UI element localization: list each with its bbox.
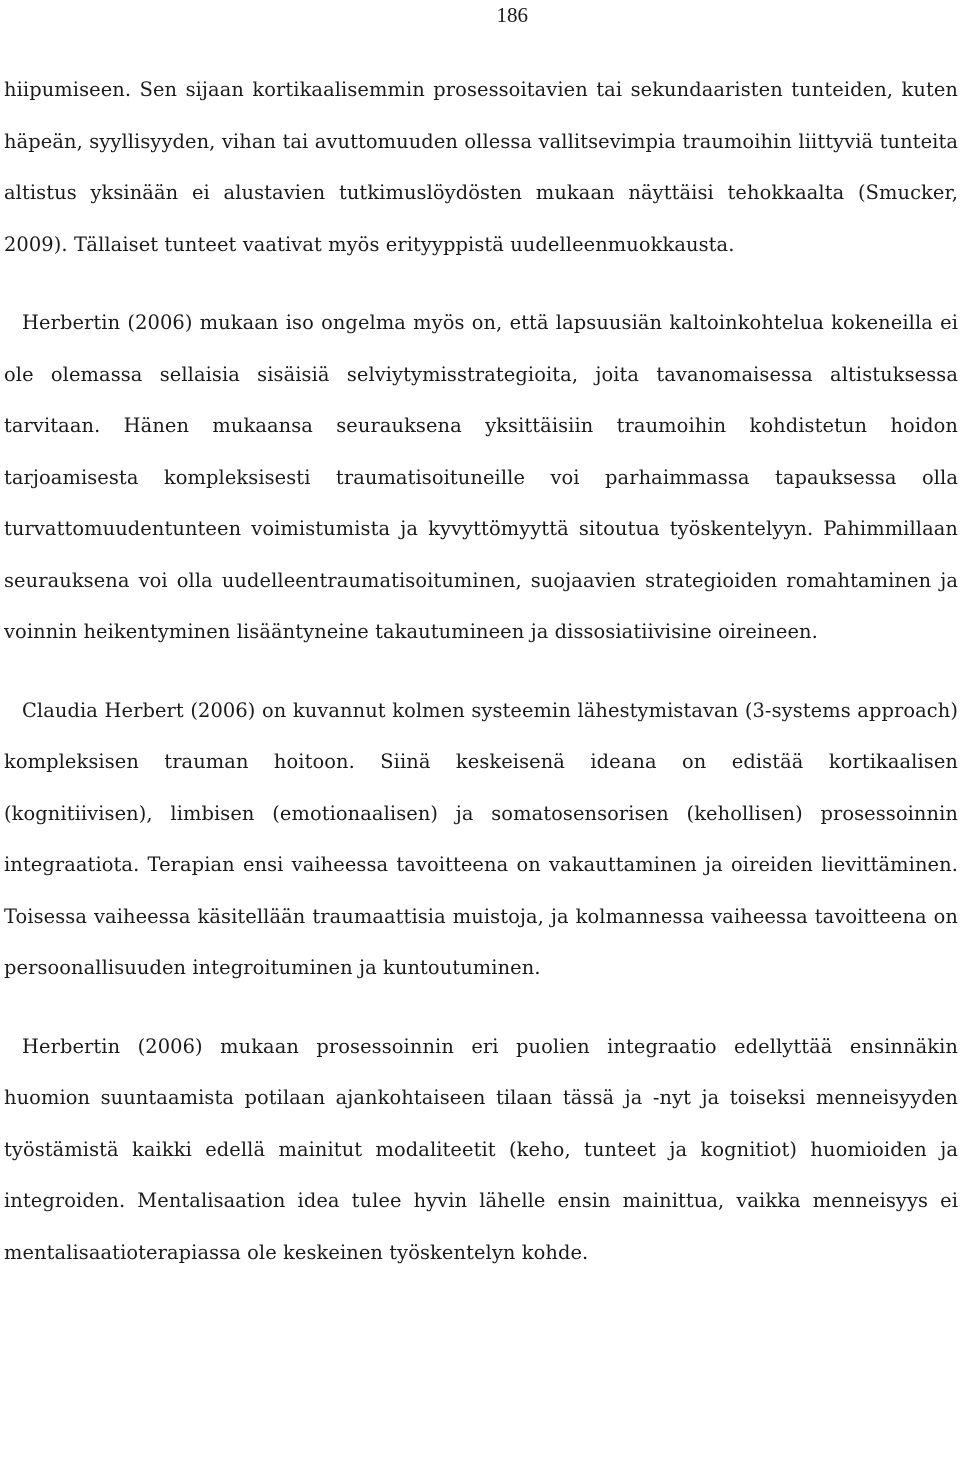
paragraph-claudia-herbert: Claudia Herbert (2006) on kuvannut kolmen systeemin lähestymistavan (3-systems approach) kompleksisen trauman hoitoon. Siinä keskeisenä ideana on edistää kortikaalisen (kognitiivisen), limbisen (emotionaalisen) ja somatosensorisen (kehollisen) prosessoinnin integraatiota. Terapian ensi vaiheessa tavoitteena on vakauttaminen ja oireiden lievittäminen. Toisessa vaiheessa käsitellään traumaattisia muistoja, ja kolmannessa vaiheessa tavoitteena on persoonallisuuden integroituminen ja kuntoutuminen. (4, 698, 958, 979)
paragraph-continuation: hiipumiseen. Sen sijaan kortikaalisemmin prosessoitavien tai sekundaaristen tunteiden, kuten häpeän, syyllisyyden, vihan tai avuttomuuden ollessa vallitsevimpia traumoihin liittyviä tunteita altistus yksinään ei alustavien tutkimuslöydösten mukaan näyttäisi tehokkaalta (Smucker, 2009). Tällaiset tunteet vaativat myös erityyppistä uudelleenmuokkausta. (4, 78, 958, 256)
page-body (4, 64, 958, 1278)
paragraph-gap (4, 270, 958, 297)
paragraph-gap (4, 658, 958, 685)
paragraph-gap (4, 994, 958, 1021)
paragraph-integraatio: Herbertin (2006) mukaan prosessoinnin eri puolien integraatio edellyttää ensinnäkin huomion suuntaamista potilaan ajankohtaiseen tilaan tässä ja -nyt ja toiseksi menneisyyden työstämistä kaikki edellä mainitut modaliteetit (keho, tunteet ja kognitiot) huomioiden ja integroiden. Mentalisaation idea tulee hyvin lähelle ensin mainittua, vaikka menneisyys ei mentalisaatioterapiassa ole keskeinen työskentelyn kohde. (4, 1034, 958, 1264)
page-number: 186 (496, 3, 528, 27)
paragraph-herbertin-ongelma: Herbertin (2006) mukaan iso ongelma myös on, että lapsuusiän kaltoinkohtelua kokeneilla ei ole olemassa sellaisia sisäisiä selviytymisstrategioita, joita tavanomaisessa altistuksessa tarvitaan. Hänen mukaansa seurauksena yksittäisiin traumoihin kohdistetun hoidon tarjoamisesta kompleksisesti traumatisoituneille voi parhaimmassa tapauksessa olla turvattomuudentunteen voimistumista ja kyvyttömyyttä sitoutua työskentelyyn. Pahimmillaan seurauksena voi olla uudelleentraumatisoituminen, suojaavien strategioiden romahtaminen ja voinnin heikentyminen lisääntyneine takautumineen ja dissosiatiivisine oireineen. (4, 311, 958, 643)
